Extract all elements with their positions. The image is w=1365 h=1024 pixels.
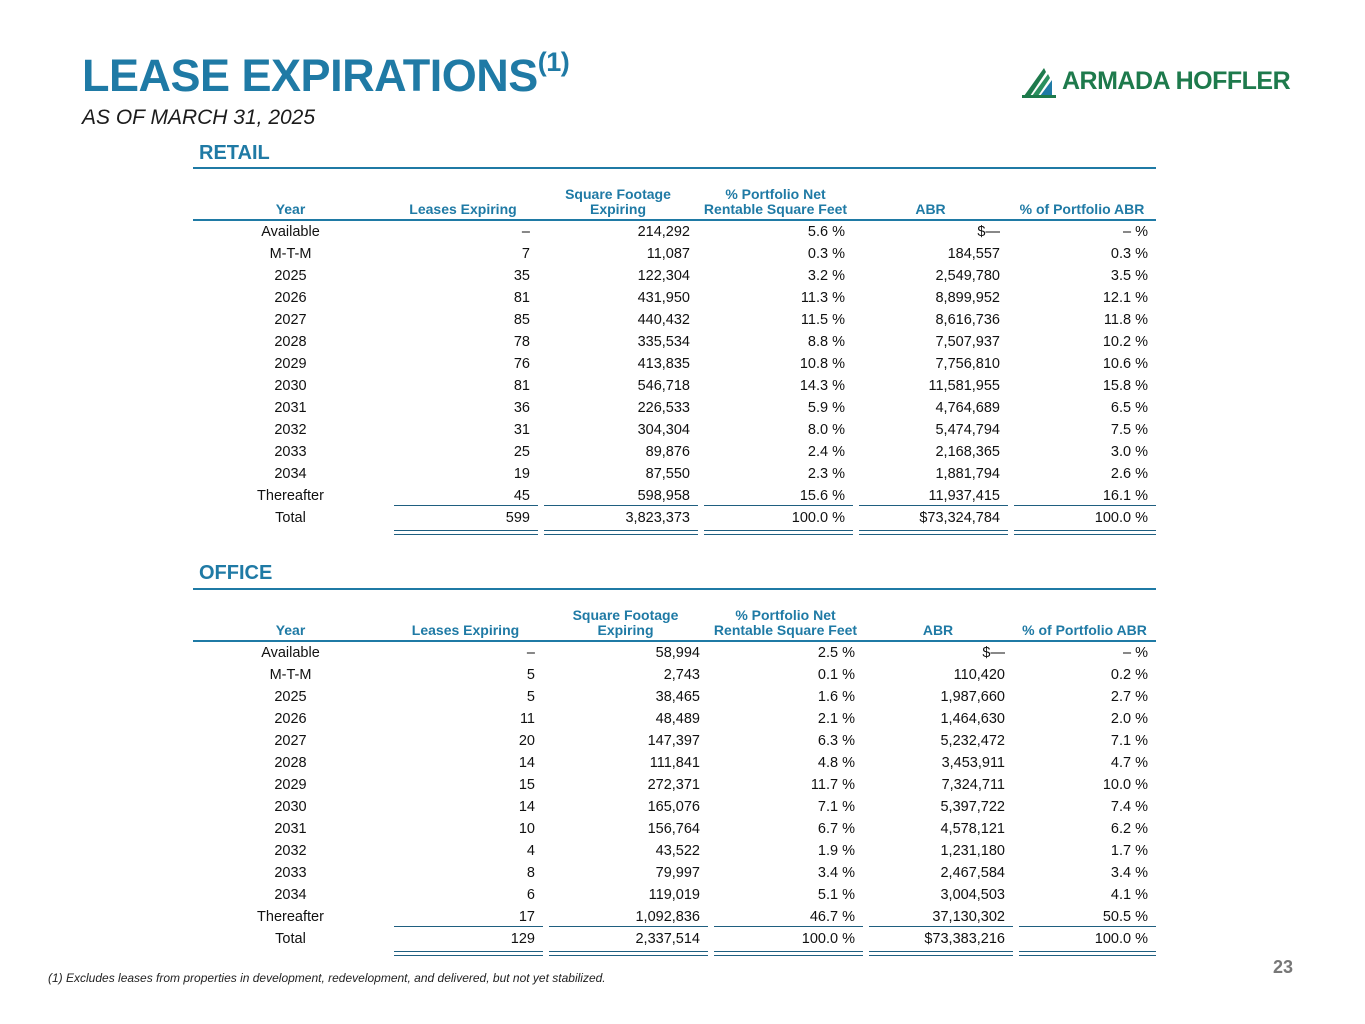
portfolio-nrsf-pct-cell: 5.9 % bbox=[698, 397, 853, 419]
column-header: Square Footage Expiring bbox=[538, 168, 698, 220]
leases-expiring-cell bbox=[388, 928, 543, 950]
square-footage-cell bbox=[538, 507, 698, 529]
portfolio-nrsf-pct-cell: 5.1 % bbox=[708, 884, 863, 906]
table-row bbox=[193, 287, 1156, 309]
year-cell: 2027 bbox=[274, 312, 307, 328]
table-row bbox=[193, 884, 1156, 906]
square-footage-cell: 119,019 bbox=[648, 887, 700, 903]
square-footage-cell: 147,397 bbox=[647, 733, 700, 749]
total-value: $73,324,784 bbox=[919, 510, 1000, 526]
double-underline bbox=[714, 951, 863, 956]
portfolio-abr-pct-cell: 2.0 % bbox=[1013, 708, 1156, 730]
table-row bbox=[193, 664, 1156, 686]
year-cell: 2033 bbox=[274, 865, 307, 881]
portfolio-nrsf-pct-cell: 7.1 % bbox=[708, 796, 863, 818]
portfolio-nrsf-pct-cell: 2.1 % bbox=[708, 708, 863, 730]
portfolio-abr-pct-cell: 10.0 % bbox=[1013, 774, 1156, 796]
portfolio-nrsf-pct-cell: 6.7 % bbox=[708, 818, 863, 840]
table-row bbox=[193, 818, 1156, 840]
abr-cell: 2,549,780 bbox=[935, 268, 1000, 284]
column-header: % Portfolio Net Rentable Square Feet bbox=[698, 168, 853, 220]
table-row bbox=[193, 840, 1156, 862]
portfolio-nrsf-pct-cell: 5.6 % bbox=[698, 220, 853, 243]
total-value: 599 bbox=[505, 510, 530, 526]
table-row bbox=[193, 419, 1156, 441]
table-row bbox=[193, 686, 1156, 708]
square-footage-cell: 598,958 bbox=[637, 488, 690, 504]
portfolio-nrsf-pct-cell: 3.2 % bbox=[698, 265, 853, 287]
year-cell: 2026 bbox=[274, 711, 307, 727]
portfolio-abr-pct-cell: 4.7 % bbox=[1013, 752, 1156, 774]
table-row bbox=[193, 265, 1156, 287]
leases-expiring-cell: 36 bbox=[513, 400, 530, 416]
portfolio-abr-pct-cell bbox=[1008, 507, 1156, 529]
table-row bbox=[193, 774, 1156, 796]
double-underline bbox=[394, 530, 538, 535]
company-logo bbox=[1022, 64, 1302, 100]
portfolio-nrsf-pct-cell: 46.7 % bbox=[708, 906, 863, 928]
table-row bbox=[193, 463, 1156, 485]
abr-cell: 5,397,722 bbox=[940, 799, 1005, 815]
leases-expiring-cell: 85 bbox=[513, 312, 530, 328]
total-value: 100.0 bbox=[791, 510, 829, 526]
column-header: % Portfolio Net Rentable Square Feet bbox=[708, 589, 863, 641]
square-footage-cell: 48,489 bbox=[655, 711, 700, 727]
table-row bbox=[193, 243, 1156, 265]
year-cell: M-T-M bbox=[269, 667, 312, 683]
portfolio-abr-pct-cell: 4.1 % bbox=[1013, 884, 1156, 906]
leases-expiring-cell: – bbox=[526, 645, 535, 661]
square-footage-cell: 226,533 bbox=[637, 400, 690, 416]
double-underline bbox=[544, 530, 698, 535]
portfolio-nrsf-pct-cell: 8.8 % bbox=[698, 331, 853, 353]
table-row bbox=[193, 708, 1156, 730]
double-underline bbox=[869, 951, 1013, 956]
portfolio-nrsf-pct-cell: 6.3 % bbox=[708, 730, 863, 752]
portfolio-nrsf-pct-cell: 11.7 % bbox=[708, 774, 863, 796]
logo-mark-icon bbox=[1022, 64, 1058, 98]
table-row bbox=[193, 309, 1156, 331]
leases-expiring-cell: 11 bbox=[519, 711, 535, 727]
table-row bbox=[193, 441, 1156, 463]
column-header: Leases Expiring bbox=[388, 589, 543, 641]
abr-cell bbox=[863, 928, 1013, 950]
square-footage-cell: 38,465 bbox=[655, 689, 700, 705]
abr-cell: 3,004,503 bbox=[940, 887, 1005, 903]
leases-expiring-cell: 20 bbox=[518, 733, 535, 749]
total-value: $73,383,216 bbox=[924, 931, 1005, 947]
square-footage-cell: 413,835 bbox=[637, 356, 690, 372]
table-row bbox=[193, 730, 1156, 752]
portfolio-abr-pct-cell: 6.2 % bbox=[1013, 818, 1156, 840]
column-header: Year bbox=[193, 168, 388, 220]
year-cell: 2025 bbox=[274, 268, 307, 284]
square-footage-cell: 89,876 bbox=[645, 444, 690, 460]
portfolio-abr-pct-cell: 6.5 % bbox=[1008, 397, 1156, 419]
abr-cell: 37,130,302 bbox=[932, 909, 1005, 925]
table-row bbox=[193, 752, 1156, 774]
year-cell: 2028 bbox=[274, 334, 307, 350]
square-footage-cell: 2,743 bbox=[663, 667, 700, 683]
leases-expiring-cell: 5 bbox=[526, 689, 535, 705]
table-row bbox=[193, 331, 1156, 353]
leases-expiring-cell: 81 bbox=[513, 378, 530, 394]
title-footnote-marker: (1) bbox=[537, 47, 570, 77]
portfolio-nrsf-pct-cell: 2.4 % bbox=[698, 441, 853, 463]
portfolio-nrsf-pct-cell: 14.3 % bbox=[698, 375, 853, 397]
footnote: (1) Excludes leases from properties in development, redevelopment, and delivered, but not yet stabilized. bbox=[48, 971, 606, 985]
double-underline bbox=[1019, 951, 1156, 956]
square-footage-cell: 87,550 bbox=[645, 466, 690, 482]
year-cell: M-T-M bbox=[269, 246, 312, 262]
square-footage-cell: 214,292 bbox=[637, 224, 690, 240]
square-footage-cell: 1,092,836 bbox=[635, 909, 700, 925]
total-value: 3,823,373 bbox=[625, 510, 690, 526]
portfolio-abr-pct-cell: 3.0 % bbox=[1008, 441, 1156, 463]
portfolio-nrsf-pct-cell bbox=[698, 507, 853, 529]
year-cell: Thereafter bbox=[257, 488, 324, 504]
square-footage-cell: 431,950 bbox=[637, 290, 690, 306]
year-cell: 2027 bbox=[274, 733, 307, 749]
portfolio-nrsf-pct-cell: 0.3 % bbox=[698, 243, 853, 265]
square-footage-cell: 111,841 bbox=[649, 755, 700, 771]
year-cell: 2025 bbox=[274, 689, 307, 705]
square-footage-cell: 122,304 bbox=[637, 268, 690, 284]
table-row bbox=[193, 796, 1156, 818]
portfolio-abr-pct-cell bbox=[1013, 928, 1156, 950]
abr-cell: 8,616,736 bbox=[935, 312, 1000, 328]
leases-expiring-cell bbox=[388, 507, 538, 529]
portfolio-abr-pct-cell: 3.5 % bbox=[1008, 265, 1156, 287]
total-value: 129 bbox=[510, 931, 535, 947]
year-cell: 2028 bbox=[274, 755, 307, 771]
table-row bbox=[193, 353, 1156, 375]
year-cell: 2034 bbox=[274, 887, 307, 903]
leases-expiring-cell: 14 bbox=[518, 755, 535, 771]
table-row bbox=[193, 220, 1156, 243]
square-footage-cell: 272,371 bbox=[647, 777, 700, 793]
square-footage-cell: 43,522 bbox=[655, 843, 700, 859]
leases-expiring-cell: 6 bbox=[526, 887, 535, 903]
total-row bbox=[193, 928, 1156, 950]
leases-expiring-cell: 4 bbox=[526, 843, 535, 859]
leases-expiring-cell: 14 bbox=[518, 799, 535, 815]
portfolio-nrsf-pct-cell: 2.5 % bbox=[708, 641, 863, 664]
portfolio-abr-pct-cell: 7.4 % bbox=[1013, 796, 1156, 818]
total-value: 100.0 bbox=[1094, 931, 1132, 947]
portfolio-nrsf-pct-cell: 8.0 % bbox=[698, 419, 853, 441]
portfolio-nrsf-pct-cell: 11.5 % bbox=[698, 309, 853, 331]
total-value: 100.0 bbox=[1094, 510, 1132, 526]
portfolio-abr-pct-cell: 10.2 % bbox=[1008, 331, 1156, 353]
portfolio-abr-pct-cell: – % bbox=[1008, 220, 1156, 243]
abr-cell: 5,474,794 bbox=[935, 422, 1000, 438]
leases-expiring-cell: 25 bbox=[513, 444, 530, 460]
office-section-title: OFFICE bbox=[199, 562, 273, 584]
portfolio-abr-pct-cell: 0.3 % bbox=[1008, 243, 1156, 265]
abr-cell: 11,581,955 bbox=[928, 378, 1000, 394]
leases-expiring-cell: 31 bbox=[513, 422, 530, 438]
square-footage-cell: 156,764 bbox=[647, 821, 700, 837]
year-cell: 2032 bbox=[274, 843, 307, 859]
page-number: 23 bbox=[1273, 957, 1294, 977]
portfolio-nrsf-pct-cell: 3.4 % bbox=[708, 862, 863, 884]
abr-cell: 1,881,794 bbox=[935, 466, 1000, 482]
page-title: LEASE EXPIRATIONS$^{(1)}$ bbox=[82, 47, 570, 101]
portfolio-abr-pct-cell: 15.8 % bbox=[1008, 375, 1156, 397]
total-value: 2,337,514 bbox=[635, 931, 700, 947]
portfolio-abr-pct-cell: 11.8 % bbox=[1008, 309, 1156, 331]
table-row bbox=[193, 375, 1156, 397]
leases-expiring-cell: – bbox=[521, 224, 530, 240]
portfolio-abr-pct-cell: 16.1 % bbox=[1008, 485, 1156, 507]
portfolio-abr-pct-cell: 2.7 % bbox=[1013, 686, 1156, 708]
year-cell: Total bbox=[275, 931, 306, 947]
logo-text: ARMADA HOFFLER bbox=[1062, 67, 1291, 95]
leases-expiring-cell: 19 bbox=[513, 466, 530, 482]
year-cell: Available bbox=[261, 645, 320, 661]
abr-cell: 5,232,472 bbox=[940, 733, 1005, 749]
leases-expiring-cell: 8 bbox=[526, 865, 535, 881]
portfolio-abr-pct-cell: 7.5 % bbox=[1008, 419, 1156, 441]
portfolio-abr-pct-cell: – % bbox=[1013, 641, 1156, 664]
double-underline bbox=[859, 530, 1008, 535]
year-cell: 2026 bbox=[274, 290, 307, 306]
abr-cell: 1,231,180 bbox=[940, 843, 1005, 859]
abr-cell: 1,464,630 bbox=[940, 711, 1005, 727]
double-underline bbox=[1014, 530, 1156, 535]
square-footage-cell: 304,304 bbox=[637, 422, 690, 438]
year-cell: 2030 bbox=[274, 799, 307, 815]
year-cell: 2030 bbox=[274, 378, 307, 394]
portfolio-abr-pct-cell: 50.5 % bbox=[1013, 906, 1156, 928]
portfolio-abr-pct-cell: 1.7 % bbox=[1013, 840, 1156, 862]
leases-expiring-cell: 5 bbox=[526, 667, 535, 683]
leases-expiring-cell: 45 bbox=[513, 488, 530, 504]
page-subtitle: AS OF MARCH 31, 2025 bbox=[82, 106, 316, 129]
square-footage-cell: 58,994 bbox=[655, 645, 700, 661]
leases-expiring-cell: 15 bbox=[518, 777, 535, 793]
portfolio-nrsf-pct-cell: 0.1 % bbox=[708, 664, 863, 686]
portfolio-nrsf-pct-cell: 11.3 % bbox=[698, 287, 853, 309]
year-cell: 2034 bbox=[274, 466, 307, 482]
total-row bbox=[193, 507, 1156, 529]
double-underline bbox=[394, 951, 543, 956]
portfolio-nrsf-pct-cell: 15.6 % bbox=[698, 485, 853, 507]
abr-cell: 184,557 bbox=[947, 246, 1000, 262]
portfolio-nrsf-pct-cell: 1.9 % bbox=[708, 840, 863, 862]
year-cell: 2031 bbox=[274, 400, 307, 416]
square-footage-cell: 546,718 bbox=[637, 378, 690, 394]
abr-cell: 7,756,810 bbox=[935, 356, 1000, 372]
abr-cell: 110,420 bbox=[953, 667, 1005, 683]
abr-cell: 2,467,584 bbox=[940, 865, 1005, 881]
double-underline bbox=[704, 530, 853, 535]
retail-lease-table bbox=[193, 167, 1156, 529]
portfolio-abr-pct-cell: 7.1 % bbox=[1013, 730, 1156, 752]
portfolio-nrsf-pct-cell: 1.6 % bbox=[708, 686, 863, 708]
square-footage-cell: 440,432 bbox=[637, 312, 690, 328]
table-row bbox=[193, 397, 1156, 419]
table-row bbox=[193, 906, 1156, 928]
year-cell: Total bbox=[275, 510, 306, 526]
leases-expiring-cell: 35 bbox=[513, 268, 530, 284]
year-cell: 2033 bbox=[274, 444, 307, 460]
square-footage-cell bbox=[543, 928, 708, 950]
year-cell: 2031 bbox=[274, 821, 307, 837]
square-footage-cell: 11,087 bbox=[646, 246, 690, 262]
abr-cell: $— bbox=[977, 224, 1000, 240]
abr-cell: 2,168,365 bbox=[935, 444, 1000, 460]
abr-cell: 11,937,415 bbox=[928, 488, 1000, 504]
abr-cell: $— bbox=[982, 645, 1005, 661]
abr-cell: 4,578,121 bbox=[940, 821, 1005, 837]
year-cell: 2029 bbox=[274, 777, 307, 793]
portfolio-nrsf-pct-cell: 10.8 % bbox=[698, 353, 853, 375]
office-lease-table bbox=[193, 588, 1156, 950]
abr-cell bbox=[853, 507, 1008, 529]
leases-expiring-cell: 7 bbox=[521, 246, 530, 262]
leases-expiring-cell: 78 bbox=[513, 334, 530, 350]
table-header-row bbox=[193, 168, 1156, 220]
table-row bbox=[193, 485, 1156, 507]
column-header: ABR bbox=[853, 168, 1008, 220]
abr-cell: 7,507,937 bbox=[935, 334, 1000, 350]
portfolio-abr-pct-cell: 0.2 % bbox=[1013, 664, 1156, 686]
column-header: Leases Expiring bbox=[388, 168, 538, 220]
abr-cell: 4,764,689 bbox=[935, 400, 1000, 416]
table-row bbox=[193, 862, 1156, 884]
year-cell: Available bbox=[261, 224, 320, 240]
portfolio-abr-pct-cell: 10.6 % bbox=[1008, 353, 1156, 375]
year-cell: Thereafter bbox=[257, 909, 324, 925]
year-cell: 2032 bbox=[274, 422, 307, 438]
double-underline bbox=[549, 951, 708, 956]
leases-expiring-cell: 81 bbox=[513, 290, 530, 306]
square-footage-cell: 165,076 bbox=[647, 799, 700, 815]
leases-expiring-cell: 76 bbox=[513, 356, 530, 372]
leases-expiring-cell: 10 bbox=[518, 821, 535, 837]
column-header: Year bbox=[193, 589, 388, 641]
abr-cell: 8,899,952 bbox=[935, 290, 1000, 306]
abr-cell: 7,324,711 bbox=[941, 777, 1005, 793]
portfolio-abr-pct-cell: 12.1 % bbox=[1008, 287, 1156, 309]
portfolio-nrsf-pct-cell: 2.3 % bbox=[698, 463, 853, 485]
total-value: 100.0 bbox=[801, 931, 839, 947]
abr-cell: 1,987,660 bbox=[940, 689, 1005, 705]
column-header: Square Footage Expiring bbox=[543, 589, 708, 641]
portfolio-abr-pct-cell: 3.4 % bbox=[1013, 862, 1156, 884]
column-header: % of Portfolio ABR bbox=[1013, 589, 1156, 641]
column-header: % of Portfolio ABR bbox=[1008, 168, 1156, 220]
portfolio-nrsf-pct-cell: 4.8 % bbox=[708, 752, 863, 774]
square-footage-cell: 79,997 bbox=[655, 865, 700, 881]
leases-expiring-cell: 17 bbox=[518, 909, 535, 925]
year-cell: 2029 bbox=[274, 356, 307, 372]
column-header: ABR bbox=[863, 589, 1013, 641]
table-header-row bbox=[193, 589, 1156, 641]
square-footage-cell: 335,534 bbox=[637, 334, 690, 350]
portfolio-nrsf-pct-cell bbox=[708, 928, 863, 950]
portfolio-abr-pct-cell: 2.6 % bbox=[1008, 463, 1156, 485]
table-row bbox=[193, 641, 1156, 664]
retail-section-title: RETAIL bbox=[199, 142, 270, 164]
abr-cell: 3,453,911 bbox=[941, 755, 1005, 771]
